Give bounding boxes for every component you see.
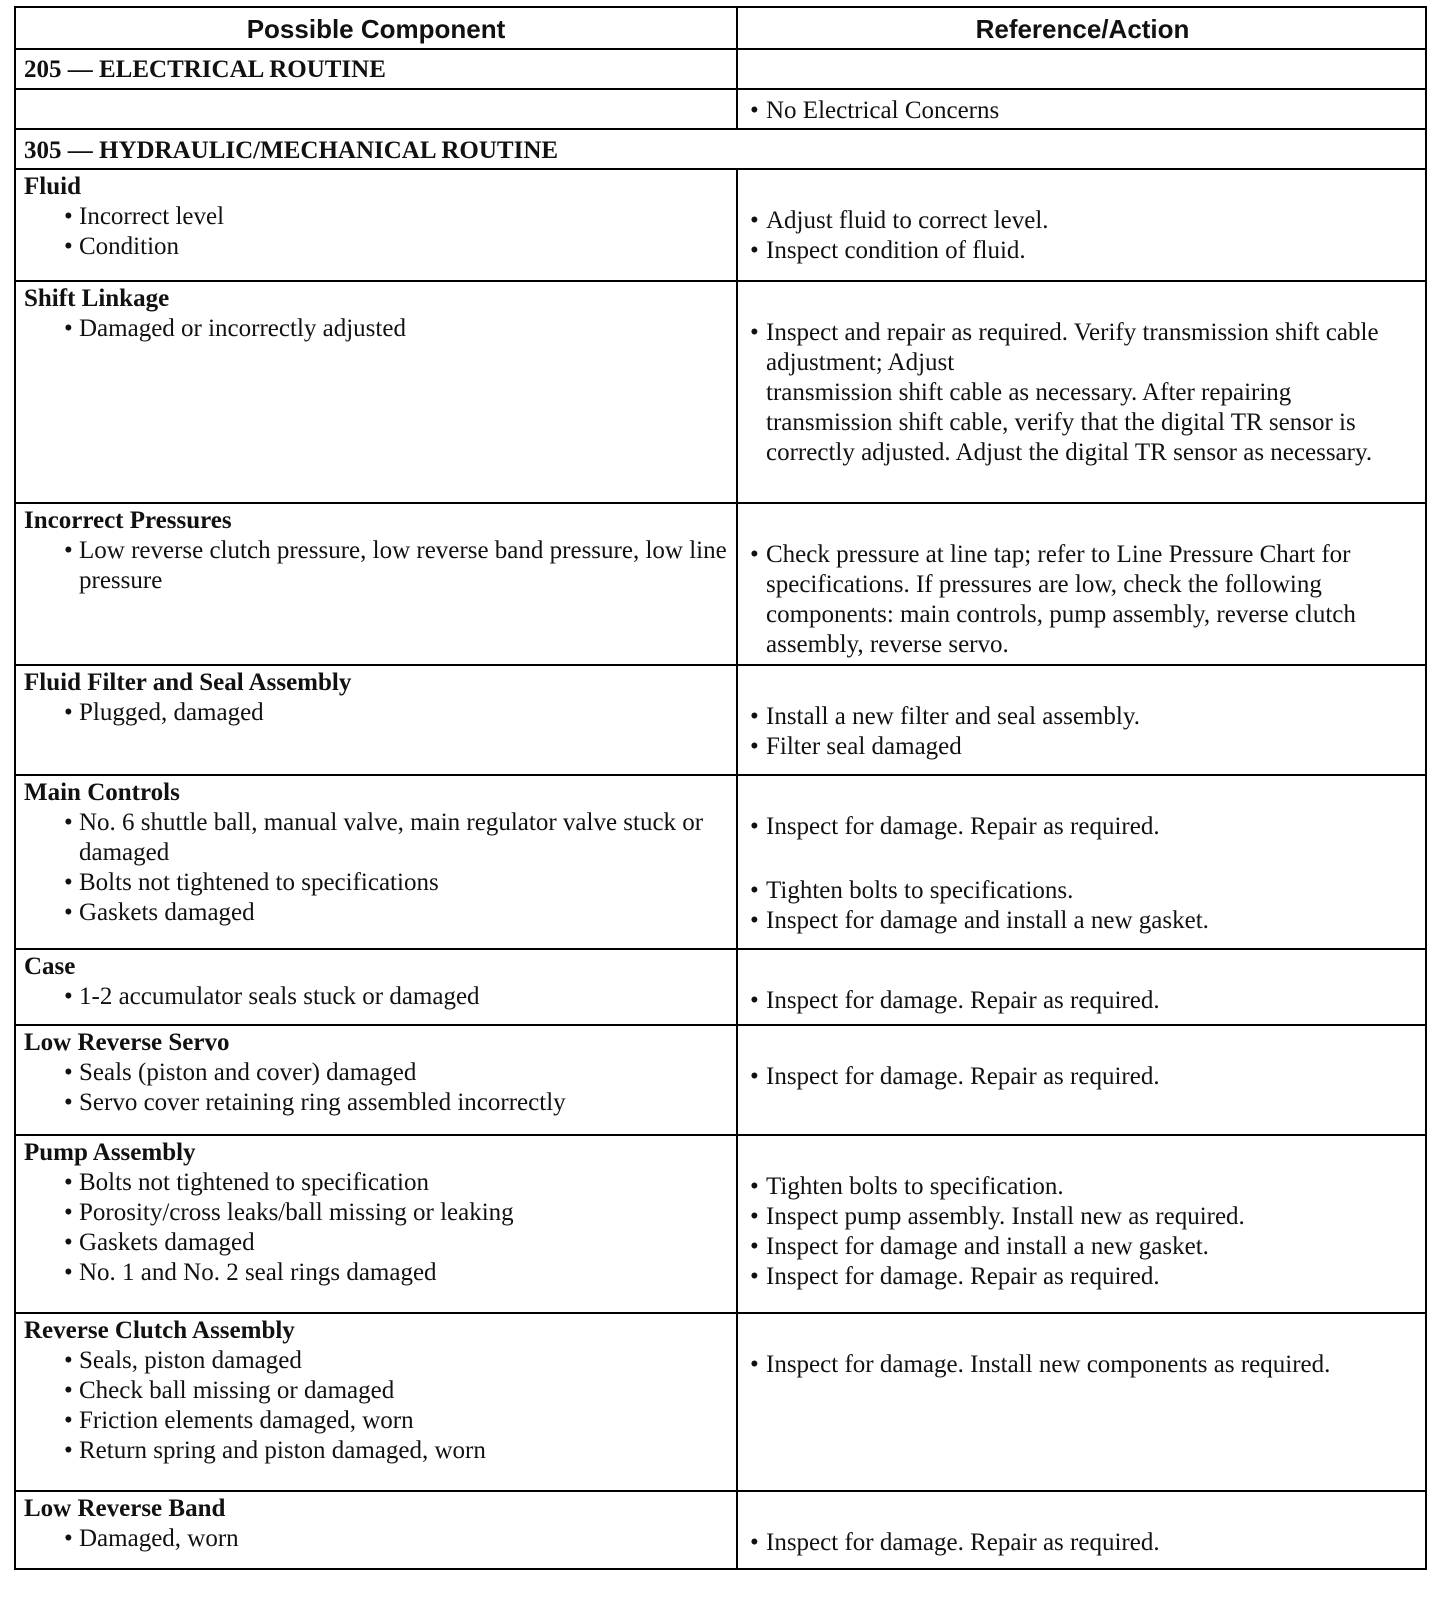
section-title-hydraulic: 305 — HYDRAULIC/MECHANICAL ROUTINE <box>24 137 559 164</box>
component-item: • Bolts not tightened to specification <box>24 1168 728 1198</box>
component-item: • Gaskets damaged <box>24 898 728 928</box>
action-item: • Inspect for damage. Repair as required. <box>748 812 1417 842</box>
action-item: • Inspect for damage. Repair as required. <box>748 1262 1417 1292</box>
action-item: • Inspect for damage. Repair as required. <box>748 1062 1417 1092</box>
empty-cell <box>16 90 738 128</box>
component-item: • No. 6 shuttle ball, manual valve, main regulator valve stuck or damaged <box>24 808 728 868</box>
action-item: • Inspect for damage and install a new gasket. <box>748 1232 1417 1262</box>
component-item: • Low reverse clutch pressure, low reverse band pressure, low line pressure <box>24 536 728 596</box>
column-header-component: Possible Component <box>16 8 738 48</box>
component-item: • Porosity/cross leaks/ball missing or leaking <box>24 1198 728 1228</box>
component-item: • Servo cover retaining ring assembled incorrectly <box>24 1088 728 1118</box>
table-row-low-reverse-band <box>16 1492 1425 1568</box>
component-item: • Plugged, damaged <box>24 698 728 728</box>
table-row-fluid-filter <box>16 666 1425 776</box>
component-item: • No. 1 and No. 2 seal rings damaged <box>24 1258 728 1288</box>
component-item: • Seals (piston and cover) damaged <box>24 1058 728 1088</box>
table-header-row <box>16 8 1425 50</box>
table-row-reverse-clutch <box>16 1314 1425 1492</box>
action-item: • Inspect for damage. Repair as required. <box>748 1528 1417 1558</box>
component-item: • Condition <box>24 232 728 262</box>
action-item: • Inspect pump assembly. Install new as required. <box>748 1202 1417 1232</box>
action-item: • Install a new filter and seal assembly. <box>748 702 1417 732</box>
component-item: • Damaged, worn <box>24 1524 728 1554</box>
table-row-case <box>16 950 1425 1026</box>
component-title: Low Reverse Band <box>24 1495 226 1522</box>
table-row-electrical <box>16 90 1425 130</box>
component-item: • 1-2 accumulator seals stuck or damaged <box>24 982 728 1012</box>
action-item: • Inspect for damage and install a new gasket. <box>748 906 1417 936</box>
column-header-action: Reference/Action <box>975 14 1190 44</box>
component-item: • Seals, piston damaged <box>24 1346 728 1376</box>
table-row-shift-linkage <box>16 282 1425 504</box>
component-title: Case <box>24 953 76 980</box>
action-item: • Adjust fluid to correct level. <box>748 206 1417 236</box>
section-title-electrical: 205 — ELECTRICAL ROUTINE <box>16 50 738 88</box>
table-row-main-controls <box>16 776 1425 950</box>
action-item: • Inspect condition of fluid. <box>748 236 1417 266</box>
component-item: • Friction elements damaged, worn <box>24 1406 728 1436</box>
table-row-low-reverse-servo <box>16 1026 1425 1136</box>
component-item: • Bolts not tightened to specifications <box>24 868 728 898</box>
component-title: Fluid Filter and Seal Assembly <box>24 669 352 696</box>
component-item: • Damaged or incorrectly adjusted <box>24 314 728 344</box>
action-item: • Filter seal damaged <box>748 732 1417 762</box>
action-item: • Check pressure at line tap; refer to Line Pressure Chart for specifications. If pressures are low, check the following components: main controls, pump assembly, reverse clutch assembly, reverse servo. <box>748 540 1417 660</box>
section-row-electrical <box>16 50 1425 90</box>
table-row-pump-assembly <box>16 1136 1425 1314</box>
action-item: • Inspect for damage. Install new components as required. <box>748 1350 1417 1380</box>
action-item: • Tighten bolts to specifications. <box>748 876 1417 906</box>
diagnostic-table <box>14 6 1427 1570</box>
component-title: Pump Assembly <box>24 1139 196 1166</box>
component-title: Shift Linkage <box>24 285 170 312</box>
action-item: • Inspect for damage. Repair as required. <box>748 986 1417 1016</box>
table-row-incorrect-pressures <box>16 504 1425 666</box>
table-row-fluid <box>16 170 1425 282</box>
action-continuation: transmission shift cable as necessary. After repairing transmission shift cable, verify that the digital TR sensor is correctly adjusted. Adjust the digital TR sensor as necessary. <box>766 379 1373 466</box>
component-title: Fluid <box>24 173 81 200</box>
component-item: • Incorrect level <box>24 202 728 232</box>
component-item: • Gaskets damaged <box>24 1228 728 1258</box>
action-item: • Tighten bolts to specification. <box>748 1172 1417 1202</box>
action-item: • Inspect and repair as required. Verify transmission shift cable adjustment; Adjust <box>748 318 1417 378</box>
component-title: Incorrect Pressures <box>24 507 232 534</box>
section-empty-cell <box>738 50 1425 88</box>
component-title: Low Reverse Servo <box>24 1029 230 1056</box>
component-title: Reverse Clutch Assembly <box>24 1317 295 1344</box>
component-item: • Check ball missing or damaged <box>24 1376 728 1406</box>
component-item: • Return spring and piston damaged, worn <box>24 1436 728 1466</box>
component-title: Main Controls <box>24 779 180 806</box>
section-row-hydraulic <box>16 130 1425 170</box>
action-item: • No Electrical Concerns <box>748 96 1417 126</box>
